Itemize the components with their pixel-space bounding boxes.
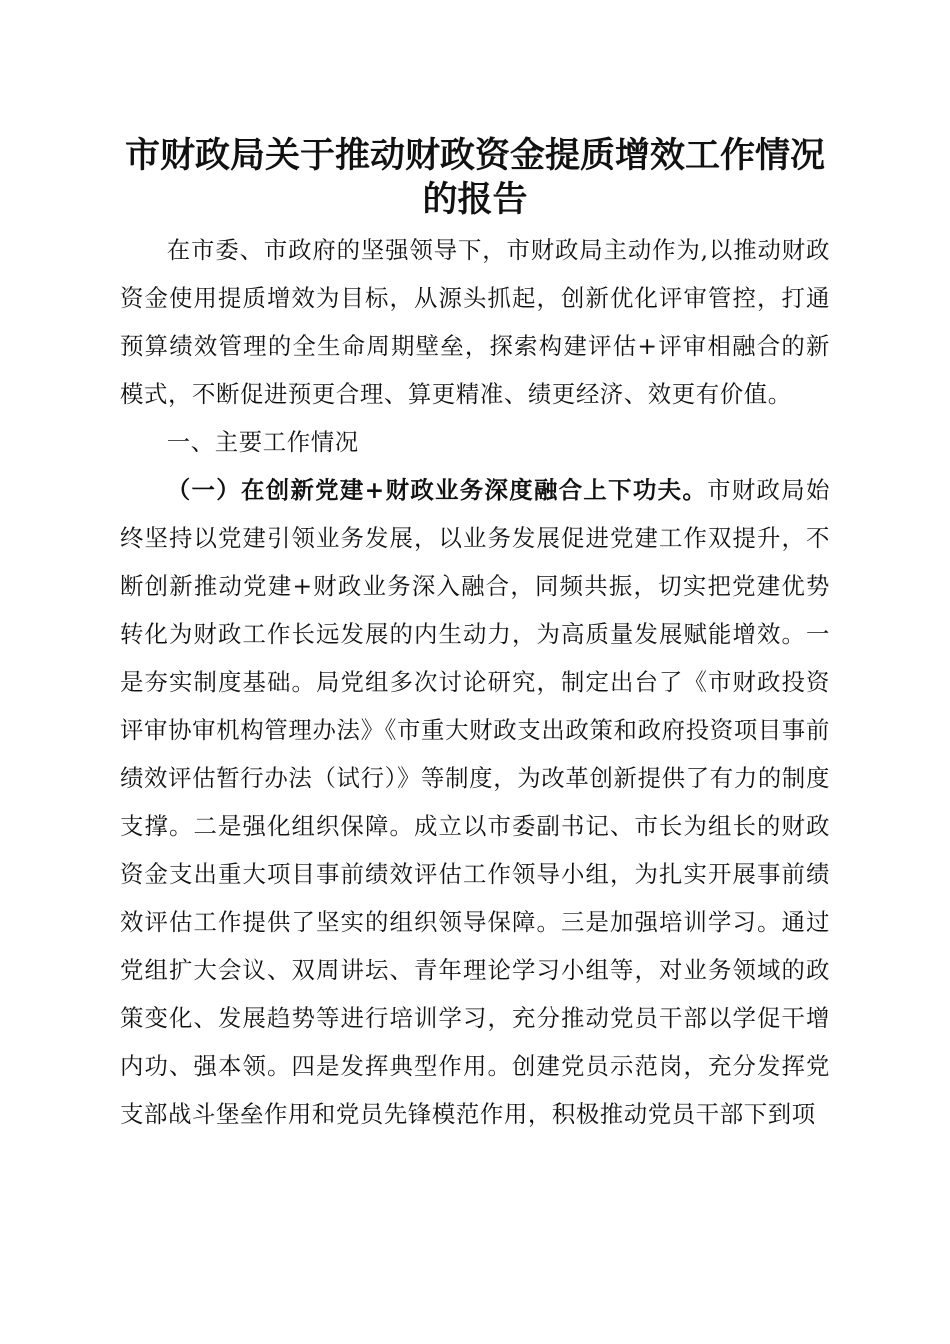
- intro-paragraph: 在市委、市政府的坚强领导下，市财政局主动作为,以推动财政资金使用提质增效为目标，从源头抓起，创新优化评审管控，打通预算绩效管理的全生命周期壁垒，探索构建评估+评审相融合的新模式，不断促进预更合理、算更精准、绩更经济、效更有价值。: [120, 236, 830, 408]
- subsection-body: 市财政局始终坚持以党建引领业务发展，以业务发展促进党建工作双提升，不断创新推动党建+财政业务深入融合，同频共振，切实把党建优势转化为财政工作长远发展的内生动力，为高质量发展赋能增效。一是夯实制度基础。局党组多次讨论研究，制定出台了《市财政投资评审协审机构管理办法》《市重大财政支出政策和政府投资项目事前绩效评估暂行办法（试行）》等制度，为改革创新提供了有力的制度支撑。二是强化组织保障。成立以市委副书记、市长为组长的财政资金支出重大项目事前绩效评估工作领导小组，为扎实开展事前绩效评估工作提供了坚实的组织领导保障。三是加强培训学习。通过党组扩大会议、双周讲坛、青年理论学习小组等，对业务领域的政策变化、发展趋势等进行培训学习，充分推动党员干部以学促干增内功、强本领。四是发挥典型作用。创建党员示范岗，充分发挥党支部战斗堡垒作用和党员先锋模范作用，积极推动党员干部下到项: [120, 476, 831, 1128]
- subsection-paragraph-party-building: [120, 466, 830, 1138]
- title-line-2: 的报告: [422, 179, 528, 220]
- subsection-heading: （一）在创新党建+财政业务深度融合上下功夫。: [166, 476, 708, 504]
- document-title: [110, 134, 840, 222]
- title-line-1: 市财政局关于推动财政资金提质增效工作情况: [124, 135, 825, 176]
- section-heading-main-work: 一、主要工作情况: [166, 428, 359, 456]
